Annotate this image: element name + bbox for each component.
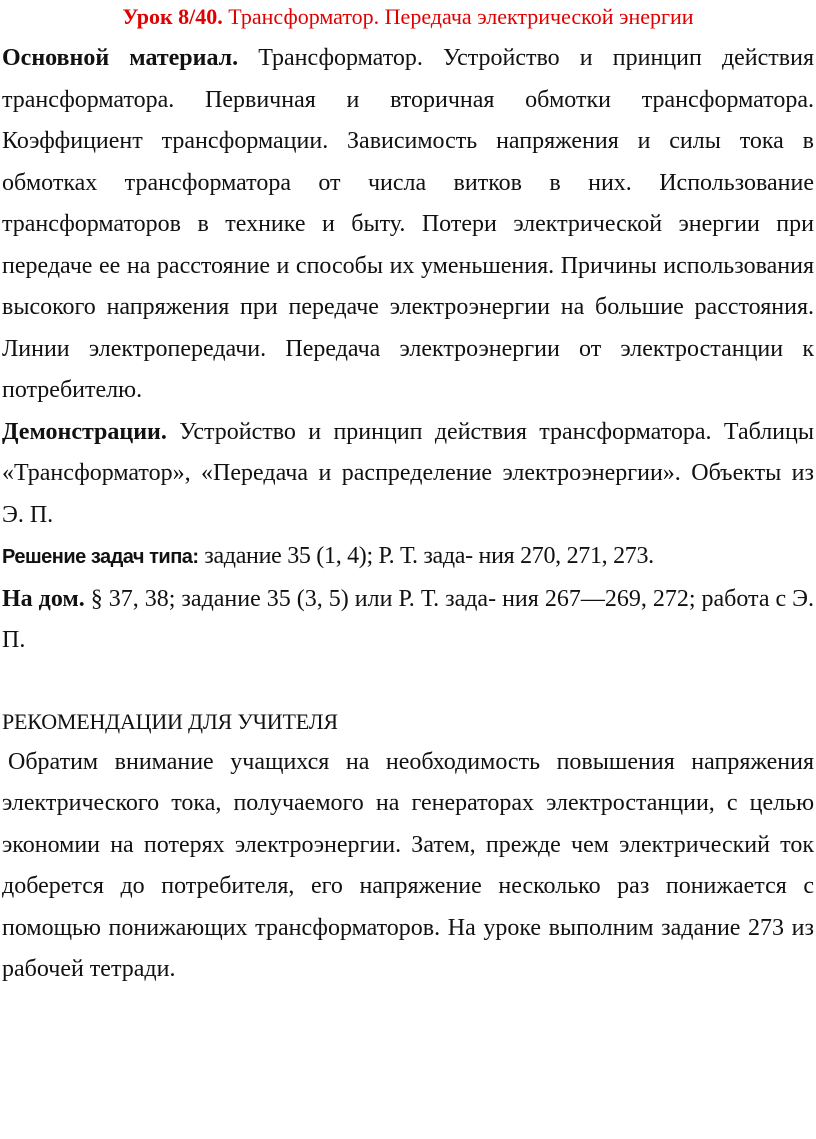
homework-text: § 37, 38; задание 35 (3, 5) или Р. Т. зада- ния 267—269, 272; работа с Э. П. <box>2 585 815 653</box>
demonstrations-text: Устройство и принцип действия трансформатора. Таблицы «Трансформатор», «Передача и распределение электроэнергии». Объекты из Э. П. <box>2 418 814 528</box>
homework-paragraph <box>2 579 814 662</box>
recommendations-text: Обратим внимание учащихся на необходимость повышения напряжения электрического тока, получаемого на генераторах электростанции, с целью экономии на потерях электроэнергии. Затем, прежде чем электрический ток доберется до потребителя, его напряжение несколько раз понижается с помощью понижающих трансформаторов. На уроке выполним задание 273 из рабочей тетради. <box>2 748 814 982</box>
problem-solving-paragraph <box>2 536 814 579</box>
lesson-topic: Трансформатор. Передача электрической энергии <box>228 4 694 29</box>
main-material-text: Трансформатор. Устройство и принцип действия трансформатора. Первичная и вторичная обмотки трансформатора. Коэффициент трансформации. Зависимость напряжения и силы тока в обмотках трансформатора от числа витков в них. Использование трансформаторов в технике и быту. Потери электрической энергии при передаче ее на расстояние и способы их уменьшения. Причины использования высокого напряжения при передаче электроэнергии на большие расстояния. Линии электропередачи. Передача электроэнергии от электростанции к потребителю. <box>2 45 814 403</box>
demonstrations-paragraph <box>2 412 814 537</box>
main-material-label: Основной материал. <box>2 45 239 71</box>
section-spacer <box>2 662 814 701</box>
lesson-title <box>2 4 814 30</box>
demonstrations-label: Демонстрации. <box>2 418 167 445</box>
lesson-number: Урок 8/40. <box>122 4 223 29</box>
problem-solving-label: Решение задач типа: <box>2 546 199 568</box>
problem-solving-text: задание 35 (1, 4); Р. Т. зада- ния 270, 271, 273. <box>204 543 654 569</box>
recommendations-heading: РЕКОМЕНДАЦИИ ДЛЯ УЧИТЕЛЯ <box>2 708 338 734</box>
homework-label: На дом. <box>2 585 85 612</box>
main-material-paragraph <box>2 38 814 412</box>
